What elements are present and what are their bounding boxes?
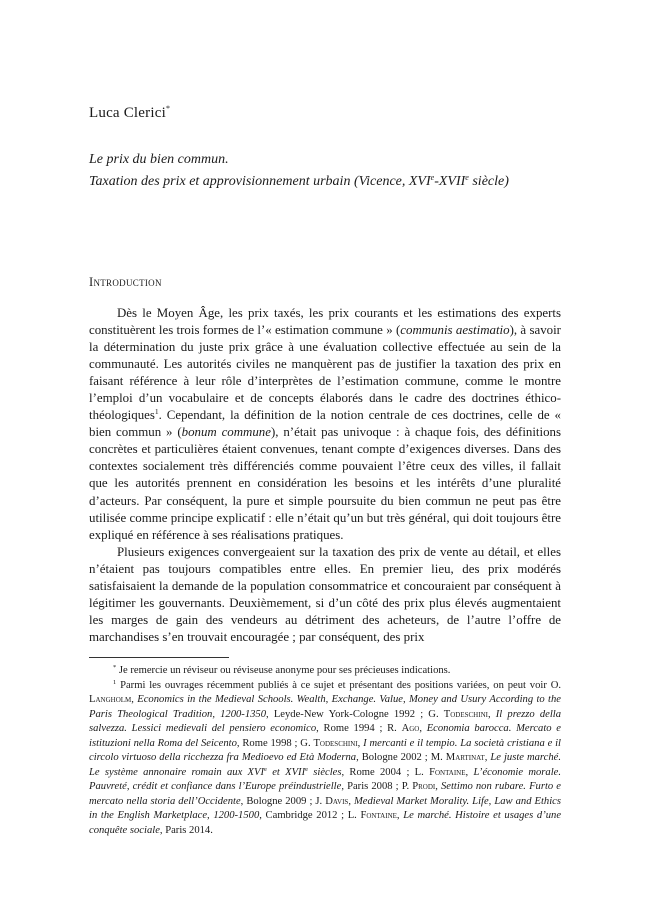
footnotes xyxy=(89,664,561,839)
cited-author: Todeschini xyxy=(313,737,358,749)
footnote-text: , Bologne 2002 ; M. xyxy=(356,752,446,764)
footnote-sep: , xyxy=(487,708,496,720)
footnote-text: , Cambridge 2012 ; L. xyxy=(259,810,361,822)
cited-author: Davis xyxy=(325,795,349,807)
paragraph-2: Plusieurs exigences convergeaient sur la taxation des prix de vente au détail, et elles n’étaient pas toujours compatibles entre elles. En premier lieu, des prix modérés satisfaisaient la demande de la population consommatrice et concouraient par conséquent à légitimer les gouvernants. Deuxièmement, si d’un côté des prix plus élevés augmentaient les marges de gain des vendeurs au détriment des acheteurs, de l’autre l’offre de marchandises s’en trouvait encouragée ; par conséquent, des prix xyxy=(89,544,561,644)
footnote-text: , Paris 2014. xyxy=(159,825,213,837)
title-sup: e xyxy=(430,173,435,182)
footnote-text: , Paris 2008 ; P. xyxy=(341,781,413,793)
footnote-sep: , xyxy=(465,766,474,778)
footnote-mark: 1 xyxy=(113,678,117,686)
footnote-sep: , xyxy=(484,752,491,764)
cited-title: et XVII xyxy=(266,766,306,778)
cited-author: Todeschini xyxy=(443,708,488,720)
footnote-star xyxy=(89,664,561,679)
paragraph-1-text: ), à savoir la détermination du juste prix grâce à une évaluation collective effectuée au sein de la communauté. Les autorités civiles ne manquèrent pas de justifier la taxation des prix en faisant référence à leur rôle d’interprètes de l’estimation commune, comme le montre l’emploi d’un vocabulaire et de concepts élaborés dans le cadre des doctrines éthico-théologiques xyxy=(89,323,561,423)
footnote-sep: , xyxy=(348,795,354,807)
cited-author: Fontaine xyxy=(360,810,397,822)
latin-term: communis aestimatio xyxy=(400,323,510,338)
cited-title: Economics in the Medieval Schools. Wealth, Exchange. Value, Money and Usury According to the Paris Theological Tradition, 1200-1350 xyxy=(89,694,561,720)
latin-term: bonum commune xyxy=(181,425,271,440)
author-name-text: Luca Clerici xyxy=(89,105,166,121)
cited-title: L’économie morale. Pauvreté, crédit et confiance dans l’Europe préindustrielle xyxy=(89,766,561,793)
title-line-2-part: -XVII xyxy=(434,174,466,189)
paragraph-1-text: Dès le Moyen Âge, les prix taxés, les prix courants et les estimations des experts constituèrent les trois formes de l’« estimation commune » ( xyxy=(89,306,561,338)
author-name xyxy=(89,104,170,122)
title-line-1: Le prix du bien commun. xyxy=(89,152,229,167)
paragraph-1 xyxy=(89,305,561,544)
paragraph-1-text: . Cependant, la définition de la notion centrale de ces doctrines, celle de « bien commun » ( xyxy=(89,408,561,440)
title-line-2-part: Taxation des prix et approvisionnement urbain (Vicence, XVI xyxy=(89,174,431,189)
body-text xyxy=(89,305,561,646)
author-footnote-mark[interactable]: * xyxy=(165,104,171,113)
footnote-sep: , xyxy=(419,723,427,735)
cited-title: Il prezzo della salvezza. Lessici medievali del pensiero economico xyxy=(89,708,562,735)
title-line-2 xyxy=(89,169,569,191)
title-line-2-part: siècle) xyxy=(468,174,509,189)
century-sup: e xyxy=(305,765,308,773)
footnote-text: , Rome 2004 ; L. xyxy=(341,766,430,778)
footnote-text: , Bologne 2009 ; J. xyxy=(240,795,326,807)
century-sup: e xyxy=(264,765,267,773)
cited-title: Economia barocca. Mercato e istituzioni nella Roma del Seicento xyxy=(89,723,562,749)
footnote-text: Parmi les ouvrages récemment publiés à ce sujet et présentant des positions variées, on peut voir O. xyxy=(116,679,561,691)
footnote-ref-1[interactable]: 1 xyxy=(154,407,159,417)
title-sup: e xyxy=(465,173,469,182)
article-title xyxy=(89,151,569,191)
cited-author: Fontaine xyxy=(429,766,466,778)
footnote-sep: , xyxy=(357,737,364,749)
section-heading: Introduction xyxy=(89,275,162,289)
footnote-text: , Rome 1998 ; G. xyxy=(236,737,314,749)
footnote-mark: * xyxy=(113,664,117,671)
footnote-separator xyxy=(89,657,229,658)
cited-title: Medieval Market Morality. Life, Law and Ethics in the English Marketplace, 1200-1500 xyxy=(89,795,561,822)
cited-title: I mercanti e il tempio. La società cristiana e il circolo virtuoso della ricchezza fra Medioevo ed Età Moderna xyxy=(89,737,562,764)
footnote-sep: , xyxy=(435,781,441,793)
cited-title: siècles xyxy=(308,766,342,778)
cited-author: Martinat xyxy=(445,752,485,764)
footnote-sep: , xyxy=(396,810,404,822)
cited-title: Settimo non rubare. Furto e mercato nella storia dell’Occidente xyxy=(89,781,562,807)
footnote-text: , Rome 1994 ; R. xyxy=(316,723,402,735)
cited-title: Le marché. Histoire et usages d’une conquête sociale xyxy=(89,810,562,837)
footnote-text: , Leyde-New York-Cologne 1992 ; G. xyxy=(266,708,444,720)
footnote-1 xyxy=(89,679,561,839)
cited-author: Langholm xyxy=(89,694,132,706)
cited-title: Le juste marché. Le système annonaire romain aux XVI xyxy=(89,752,561,778)
footnote-sep: , xyxy=(131,694,138,706)
cited-author: Ago xyxy=(401,723,420,735)
cited-author: Prodi xyxy=(412,781,436,793)
footnote-text: Je remercie un réviseur ou réviseuse anonyme pour ses précieuses indications. xyxy=(116,665,451,676)
paragraph-1-text: ), n’était pas univoque : à chaque fois, des définitions concrètes et particulières étaient convenues, tenant compte d’exigences diverses. Dans des contextes socialement très différenciés comme pouvaient l’être ceux des villes, il fallait que les autorités prennent en considération les besoins et les intérêts d’une pluralité d’acteurs. Par conséquent, la pure et simple poursuite du bien commun ne peut pas être utilisée comme principe explicatif : elle n’était qu’un but très général, qui doit toujours être expliqué en référence à ses réalisations pratiques. xyxy=(89,425,561,542)
